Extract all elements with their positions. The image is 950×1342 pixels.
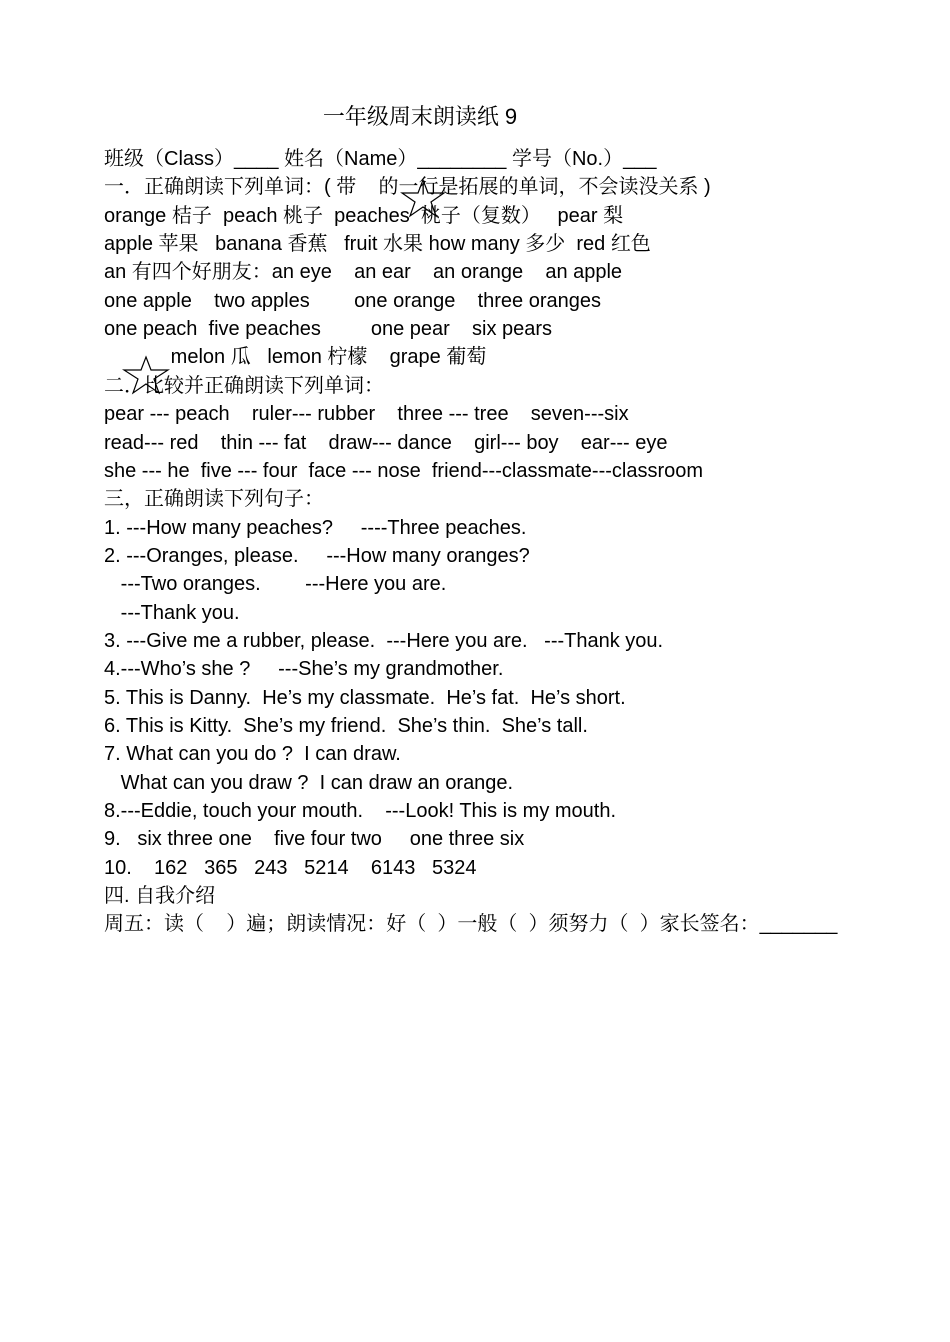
page-title: 一年级周末朗读纸 9 bbox=[322, 104, 518, 129]
text-line: melon 瓜 lemon 柠檬 grape 葡萄 bbox=[104, 346, 487, 369]
text-line: 10. 162 365 243 5214 6143 5324 bbox=[104, 856, 477, 879]
text-line: 3. ---Give me a rubber, please. ---Here you are. ---Thank you. bbox=[104, 629, 664, 652]
text-line: 一．正确朗读下列单词：( 带 的一行是拓展的单词，不会读没关系 ) bbox=[104, 176, 711, 199]
text-line: apple 苹果 banana 香蕉 fruit 水果 how many 多少 red 红色 bbox=[104, 233, 651, 256]
text-line: 周五：读（ ）遍；朗读情况：好（ ）一般（ ）须努力（ ）家长签名：_______ bbox=[104, 913, 838, 936]
star-icon bbox=[400, 178, 446, 218]
text-line: read--- red thin --- fat draw--- dance girl--- boy ear--- eye bbox=[104, 431, 668, 454]
text-line: 8.---Eddie, touch your mouth. ---Look! This is my mouth. bbox=[104, 800, 617, 823]
text-line: 2. ---Oranges, please. ---How many oranges? bbox=[104, 544, 530, 567]
text-line: she --- he five --- four face --- nose friend---classmate---classroom bbox=[104, 459, 704, 482]
text-line: What can you draw ? I can draw an orange. bbox=[104, 771, 514, 794]
text-line: 三，正确朗读下列句子： bbox=[104, 488, 324, 511]
text-line: 6. This is Kitty. She’s my friend. She’s thin. She’s tall. bbox=[104, 715, 588, 737]
text-line: 5. This is Danny. He’s my classmate. He’s fat. He’s short. bbox=[104, 686, 626, 709]
text-line: 4.---Who’s she ? ---She’s my grandmother. bbox=[104, 658, 504, 681]
text-line: one peach five peaches one pear six pears bbox=[104, 318, 553, 341]
text-line: 9. six three one five four two one three six bbox=[104, 828, 525, 851]
text-line: 二．比较并正确朗读下列单词： bbox=[104, 374, 384, 397]
text-line: orange 桔子 peach 桃子 peaches 桃子（复数） pear 梨 bbox=[104, 204, 624, 227]
text-line: 四. 自我介绍 bbox=[104, 885, 216, 908]
text-line: pear --- peach ruler--- rubber three --- tree seven---six bbox=[104, 403, 629, 426]
text-line: ---Two oranges. ---Here you are. bbox=[104, 573, 447, 596]
text-line: 1. ---How many peaches? ----Three peaches. bbox=[104, 516, 527, 539]
star-icon bbox=[122, 355, 170, 395]
text-line: ---Thank you. bbox=[104, 601, 240, 624]
text-line: 7. What can you do ? I can draw. bbox=[104, 743, 401, 766]
text-line: one apple two apples one orange three oranges bbox=[104, 289, 602, 312]
text-line: an 有四个好朋友：an eye an ear an orange an apple bbox=[104, 261, 623, 284]
text-line: 班级（Class）____ 姓名（Name）________ 学号（No.）___ bbox=[104, 148, 657, 170]
